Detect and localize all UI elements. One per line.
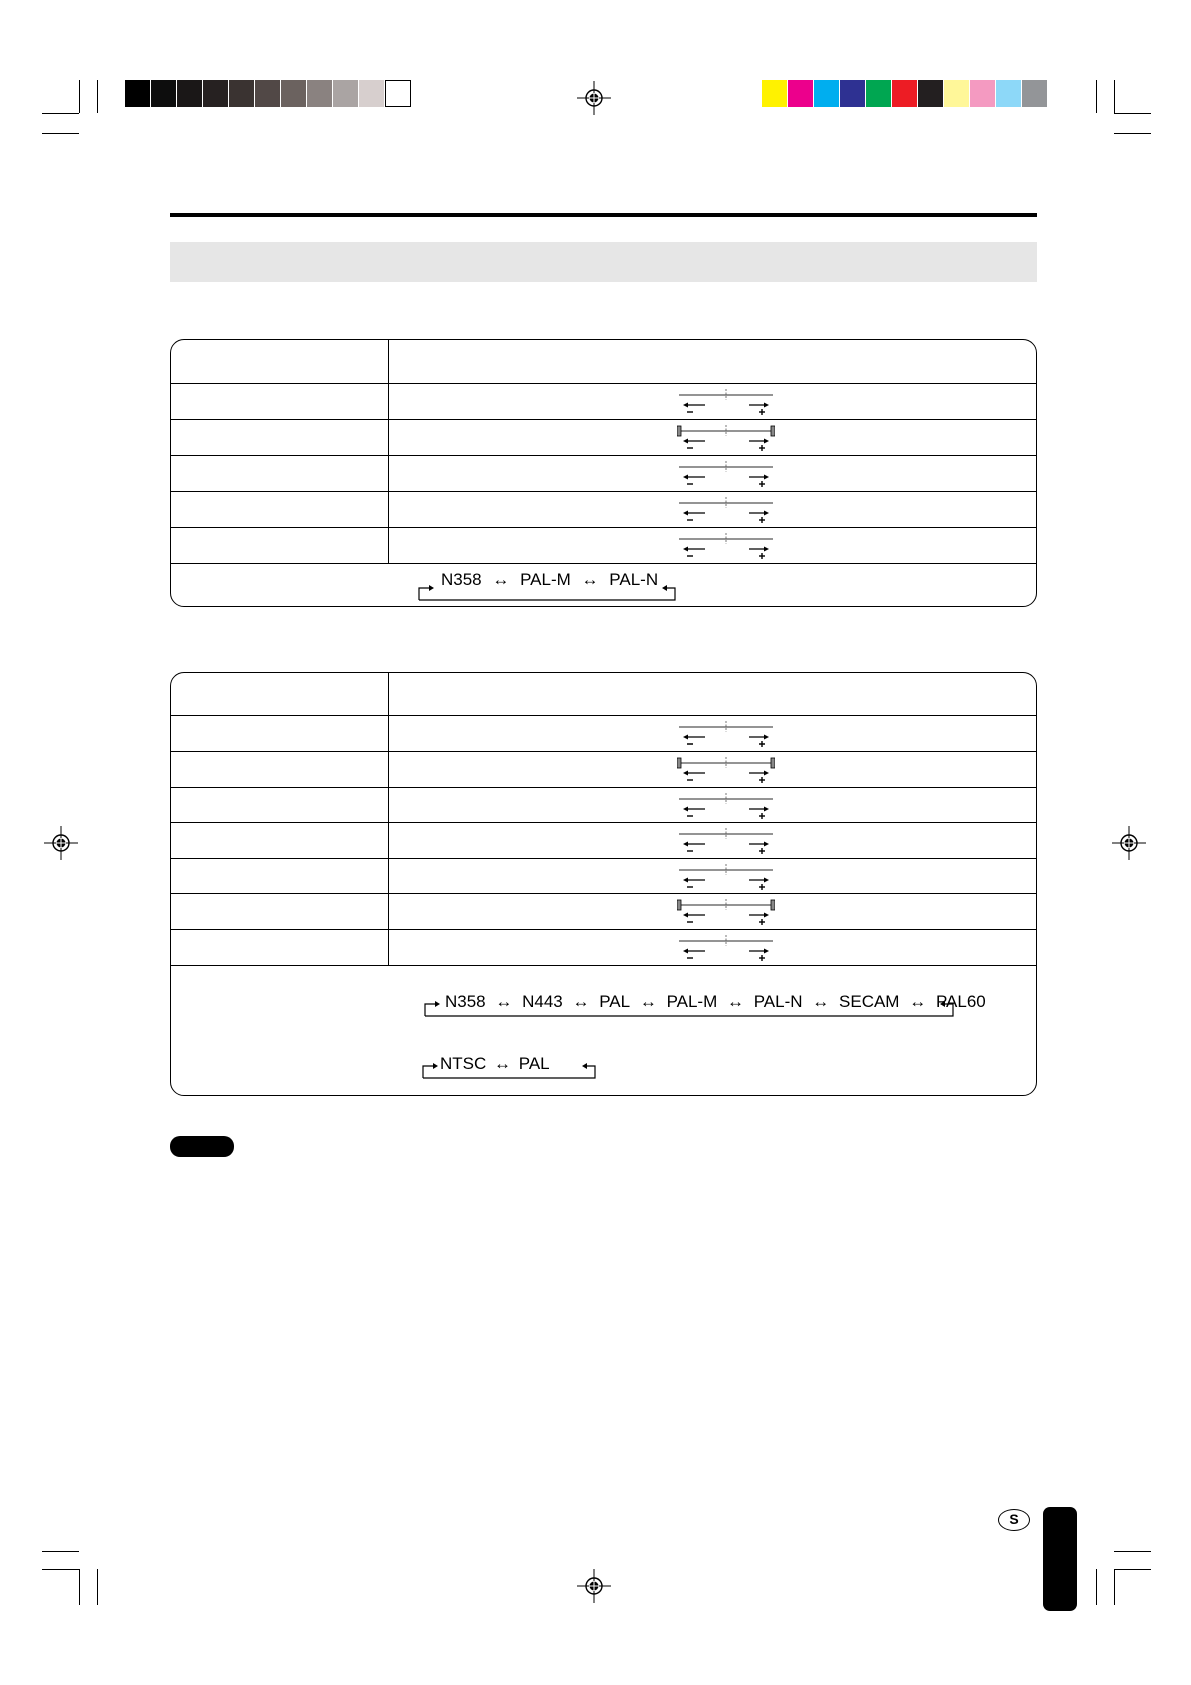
adjust-slider-icon	[677, 495, 775, 525]
calibration-swatch	[125, 80, 151, 107]
crop-mark	[79, 1569, 80, 1605]
adjust-slider-icon	[677, 897, 775, 927]
adjust-slider-icon	[677, 862, 775, 892]
calibration-swatch	[229, 80, 255, 107]
registration-mark-icon	[44, 826, 78, 860]
crop-mark	[1114, 1569, 1151, 1570]
calibration-swatch	[762, 80, 788, 107]
calibration-swatch	[177, 80, 203, 107]
crop-mark	[42, 113, 79, 114]
calibration-swatch	[970, 80, 996, 107]
registration-mark-icon	[577, 1569, 611, 1603]
calibration-swatch	[866, 80, 892, 107]
bidirectional-arrow-icon: ↔	[581, 570, 599, 589]
crop-mark	[1114, 1551, 1151, 1552]
adjust-slider-icon	[677, 755, 775, 785]
sequence-item: PAL	[599, 992, 631, 1011]
adjust-slider-icon	[677, 531, 775, 561]
settings-table-1	[170, 339, 1037, 607]
sequence-item: PAL60	[935, 992, 986, 1011]
table-row	[171, 893, 1036, 929]
grayscale-calibration-bar	[125, 80, 411, 107]
calibration-swatch	[788, 80, 814, 107]
bidirectional-arrow-icon: ↔	[727, 992, 744, 1011]
side-tab	[1043, 1507, 1077, 1611]
table-row	[171, 527, 1036, 563]
sequence-item: PAL	[518, 1054, 550, 1073]
sequence-item: PAL-M	[666, 992, 718, 1011]
crop-mark	[1114, 113, 1151, 114]
crop-mark	[97, 80, 98, 113]
table-header-cell	[171, 340, 389, 383]
sequence-item: PAL-N	[609, 570, 659, 589]
tv-system-sequence	[441, 570, 658, 590]
calibration-swatch	[944, 80, 970, 107]
crop-mark	[1114, 1569, 1115, 1605]
adjust-slider-icon	[677, 826, 775, 856]
calibration-swatch	[203, 80, 229, 107]
crop-mark	[1114, 133, 1151, 134]
sequence-item: NTSC	[440, 1054, 487, 1073]
calibration-swatch	[814, 80, 840, 107]
tv-system-sequence	[445, 992, 986, 1012]
calibration-swatch	[333, 80, 359, 107]
table-row	[171, 929, 1036, 965]
sequence-item: SECAM	[839, 992, 900, 1011]
adjust-slider-icon	[677, 791, 775, 821]
table-header-cell	[171, 673, 389, 715]
table-row	[171, 563, 1036, 589]
crop-mark	[42, 1569, 79, 1570]
table-row	[171, 858, 1036, 893]
table-row	[171, 715, 1036, 751]
header-rule	[170, 213, 1037, 217]
calibration-swatch	[918, 80, 944, 107]
tv-system-sequence	[440, 1054, 550, 1074]
sequence-item: N443	[522, 992, 563, 1011]
adjust-slider-icon	[677, 719, 775, 749]
adjust-slider-icon	[677, 423, 775, 453]
color-calibration-bar	[762, 80, 1048, 107]
note-badge	[170, 1136, 234, 1157]
sequence-item: N358	[445, 992, 486, 1011]
adjust-slider-icon	[677, 933, 775, 963]
table-header-row	[171, 340, 1036, 383]
section-heading-band	[170, 242, 1037, 282]
calibration-swatch	[840, 80, 866, 107]
bidirectional-arrow-icon: ↔	[572, 992, 590, 1011]
crop-mark	[1096, 80, 1097, 113]
calibration-swatch	[359, 80, 385, 107]
crop-mark	[42, 1551, 79, 1552]
sequence-item: PAL-M	[520, 570, 571, 589]
table-row	[171, 455, 1036, 491]
table-header-cell	[389, 673, 1036, 715]
calibration-swatch	[892, 80, 918, 107]
calibration-swatch	[151, 80, 177, 107]
table-row	[171, 491, 1036, 527]
calibration-swatch	[996, 80, 1022, 107]
crop-mark	[79, 80, 80, 113]
table-row	[171, 787, 1036, 822]
calibration-swatch	[385, 80, 411, 107]
bidirectional-arrow-icon: ↔	[495, 992, 513, 1011]
sequence-item: PAL-N	[753, 992, 803, 1011]
table-row	[171, 965, 1036, 1073]
table-row	[171, 751, 1036, 787]
bidirectional-arrow-icon: ↔	[494, 1054, 512, 1073]
registration-mark-icon	[1112, 826, 1146, 860]
table-row	[171, 822, 1036, 858]
calibration-swatch	[281, 80, 307, 107]
crop-mark	[42, 133, 79, 134]
crop-mark	[97, 1569, 98, 1605]
adjust-slider-icon	[677, 387, 775, 417]
table-header-row	[171, 673, 1036, 715]
bidirectional-arrow-icon: ↔	[492, 570, 510, 589]
bidirectional-arrow-icon: ↔	[812, 992, 830, 1011]
sequence-item: N358	[441, 570, 482, 589]
bidirectional-arrow-icon: ↔	[909, 992, 927, 1011]
crop-mark	[1096, 1569, 1097, 1605]
bidirectional-arrow-icon: ↔	[639, 992, 657, 1011]
table-header-cell	[389, 340, 1036, 383]
language-indicator: S	[998, 1509, 1030, 1531]
adjust-slider-icon	[677, 459, 775, 489]
calibration-swatch	[307, 80, 333, 107]
registration-mark-icon	[577, 81, 611, 115]
table-row	[171, 383, 1036, 419]
settings-table-2	[170, 672, 1037, 1096]
crop-mark	[1114, 80, 1115, 113]
calibration-swatch	[255, 80, 281, 107]
table-row	[171, 419, 1036, 455]
calibration-swatch	[1022, 80, 1048, 107]
